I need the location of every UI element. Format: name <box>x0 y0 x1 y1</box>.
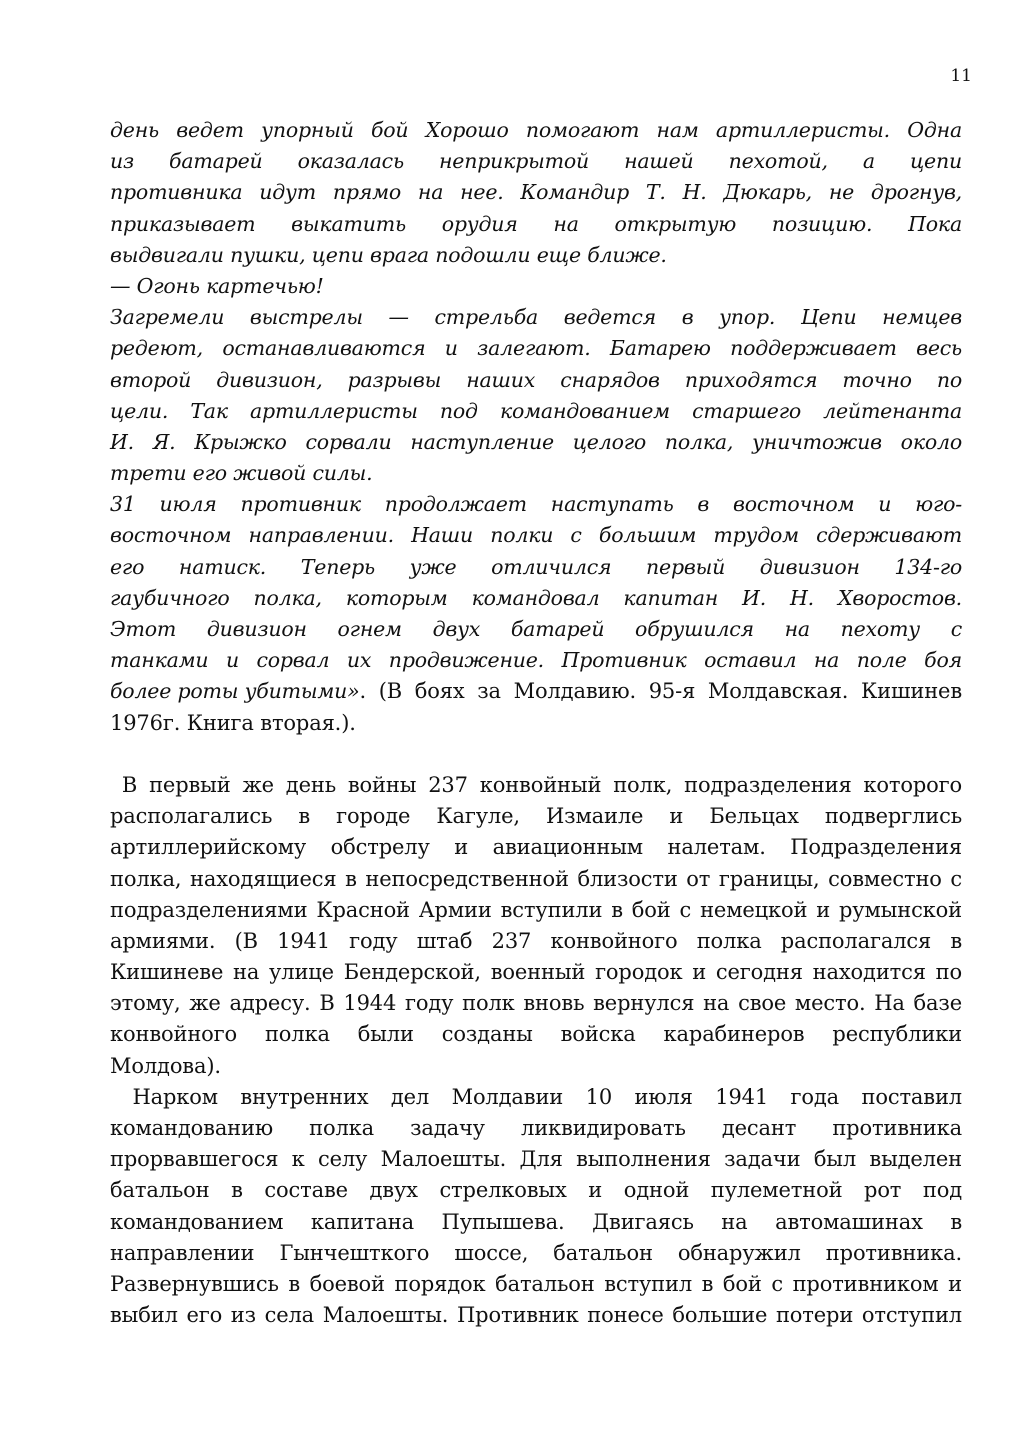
paragraph-line: подразделениями Красной Армии вступили в бой с немецкой и румынской <box>110 897 962 922</box>
paragraph-gap <box>110 739 962 770</box>
quote-last-line <box>110 676 962 707</box>
page-body <box>110 115 962 1331</box>
paragraph-line: Развернувшись в боевой порядок батальон вступил в бой с противником и <box>110 1271 962 1296</box>
quote-line: гаубичного полка, которым командовал капитан И. Н. Хворостов. <box>110 585 962 610</box>
paragraph-2 <box>110 1082 962 1332</box>
quote-last-italic: более роты убитыми» <box>110 679 360 704</box>
page-number: 11 <box>950 66 972 86</box>
quote-line: — Огонь картечью! <box>110 273 324 298</box>
paragraph-line: командованию полка задачу ликвидировать десант противника <box>110 1116 962 1140</box>
paragraph-line: располагались в городе Кагуле, Измаиле и Бельцах подверглись <box>110 804 962 829</box>
paragraph-line: армиями. (В 1941 году штаб 237 конвойного полка располагался в <box>110 928 962 953</box>
source-citation: . (В боях за Молдавию. 95-я Молдавская. Кишинев <box>359 679 962 704</box>
paragraph-line: В первый же день войны 237 конвойный полк, подразделения которого <box>110 772 962 797</box>
quote-line: противника идут прямо на нее. Командир Т. Н. Дюкарь, не дрогнув, <box>110 180 962 205</box>
paragraph-line: направлении Гынчешткого шоссе, батальон обнаружил противника. <box>110 1240 962 1265</box>
quote-line: из батарей оказалась неприкрытой нашей пехотой, а цепи <box>110 149 962 174</box>
paragraph-line: прорвавшегося к селу Малоешты. Для выполнения задачи был выделен <box>110 1147 962 1172</box>
quote-line: Загремели выстрелы — стрельба ведется в упор. Цепи немцев <box>110 305 962 330</box>
paragraph-line: Кишиневе на улице Бендерской, военный городок и сегодня находится по <box>110 960 962 985</box>
quote-line: день ведет упорный бой Хорошо помогают нам артиллеристы. Одна <box>110 118 962 142</box>
paragraph-line: Нарком внутренних дел Молдавии 10 июля 1941 года поставил <box>110 1084 962 1109</box>
quote-line: редеют, останавливаются и залегают. Батарею поддерживает весь <box>110 336 962 361</box>
paragraph-line: этому, же адресу. В 1944 году полк вновь вернулся на свое место. На базе <box>110 991 962 1016</box>
quote-line: 31 июля противник продолжает наступать в восточном и юго- <box>110 492 962 517</box>
quote-line: цели. Так артиллеристы под командованием старшего лейтенанта <box>110 398 962 423</box>
quote-block <box>110 115 962 739</box>
quote-line: второй дивизион, разрывы наших снарядов приходятся точно по <box>110 367 962 392</box>
paragraph-1 <box>110 770 962 1082</box>
paragraph-line: конвойного полка были созданы войска карабинеров республики <box>110 1022 962 1047</box>
source-citation-end: 1976г. Книга вторая.). <box>110 710 356 735</box>
paragraph-line: полка, находящиеся в непосредственной близости от границы, совместно с <box>110 866 962 891</box>
paragraph-line: Молдова). <box>110 1053 221 1078</box>
paragraph-line: батальон в составе двух стрелковых и одной пулеметной рот под <box>110 1178 962 1203</box>
quote-line: Этот дивизион огнем двух батарей обрушился на пехоту с <box>110 617 962 641</box>
quote-line: выдвигали пушки, цепи врага подошли еще ближе. <box>110 242 667 267</box>
quote-line: танками и сорвал их продвижение. Противник оставил на поле боя <box>110 648 962 673</box>
quote-line: восточном направлении. Наши полки с большим трудом сдерживают <box>110 523 962 548</box>
paragraph-line: выбил его из села Малоешты. Противник понесе большие потери отступил <box>110 1303 962 1328</box>
paragraph-line: командованием капитана Пупышева. Двигаясь на автомашинах в <box>110 1209 962 1234</box>
paragraph-line: артиллерийскому обстрелу и авиационным налетам. Подразделения <box>110 835 962 860</box>
quote-line: его натиск. Теперь уже отличился первый дивизион 134-го <box>110 554 962 579</box>
quote-line: трети его живой силы. <box>110 461 373 486</box>
quote-line: И. Я. Крыжко сорвали наступление целого полка, уничтожив около <box>110 429 962 454</box>
quote-line: приказывает выкатить орудия на открытую позицию. Пока <box>110 211 962 236</box>
